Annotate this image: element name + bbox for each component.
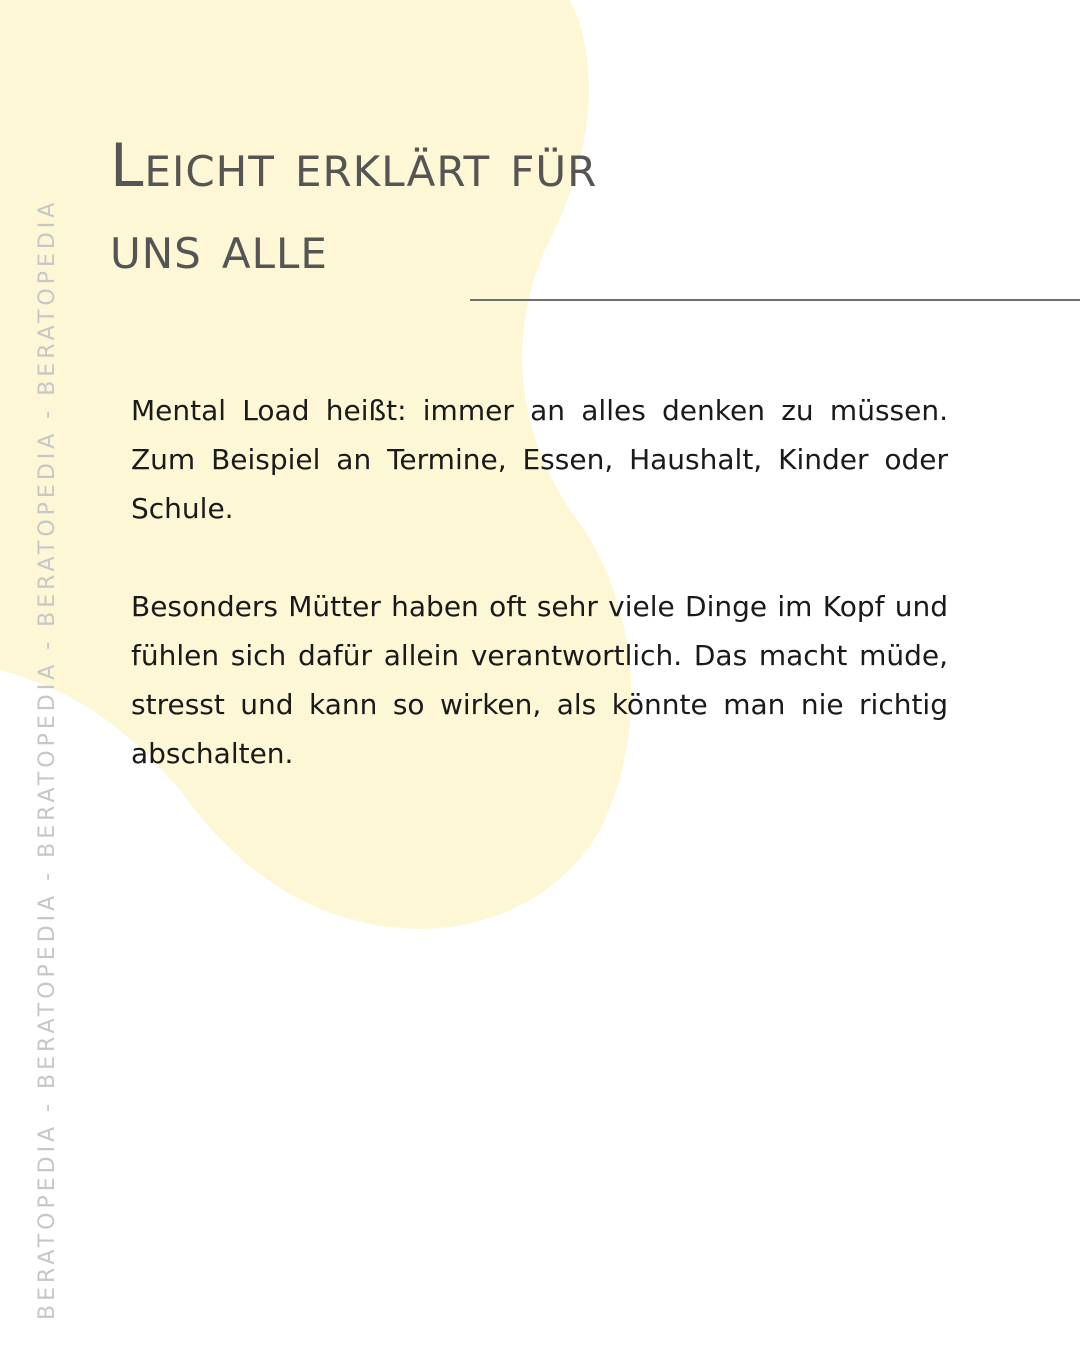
paragraph-2: Besonders Mütter haben oft sehr viele Dinge im Kopf und fühlen sich dafür allein verantwortlich. Das macht müde, stresst und kann so wirken, als könnte man nie richtig abschalten. [131, 590, 948, 770]
vertical-brand-text: BERATOPEDIA - BERATOPEDIA - BERATOPEDIA - BERATOPEDIA - BERATOPEDIA [35, 198, 60, 1320]
page-title [110, 125, 597, 289]
title-line-1: Leicht erklärt für [110, 131, 598, 201]
body-text [131, 386, 948, 778]
paragraph-1: Mental Load heißt: immer an alles denken zu müssen. Zum Beispiel an Termine, Essen, Haushalt, Kinder oder Schule. [131, 394, 948, 525]
title-divider [470, 299, 1080, 301]
title-line-2: uns alle [110, 213, 328, 283]
